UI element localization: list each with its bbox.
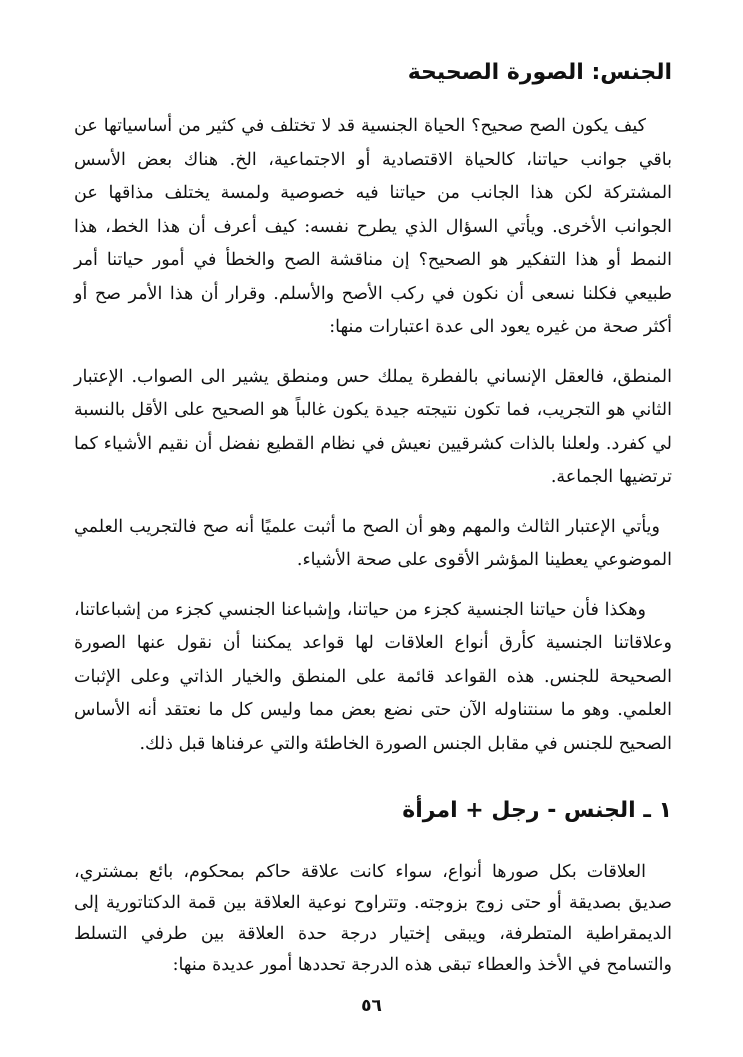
paragraph-scientific: ويأتي الإعتبار الثالث والمهم وهو أن الصح ما أثبت علميًا أنه صح فالتجريب العلمي الموضوعي يعطينا المؤشر الأقوى على صحة الأشياء. [74, 516, 672, 570]
paragraph-relationships: العلاقات بكل صورها أنواع، سواء كانت علاقة حاكم بمحكوم، بائع بمشتري، صديق بصديقة أو حتى زوج بزوجته. وتتراوح نوعية العلاقة بين قمة الدكتاتورية إلى الديمقراطية المتطرفة، ويبقى إختيار درجة حدة العلاقة بين طرفي التسلط والتسامح في الأخذ والعطاء تبقى هذه الدرجة تحددها أمور عديدة منها: [74, 862, 672, 975]
paragraph-conclusion: وهكذا فأن حياتنا الجنسية كجزء من حياتنا، وإشباعنا الجنسي كجزء من إشباعاتنا، وعلاقاتنا الجنسية كأرق أنواع العلاقات لها قواعد يمكننا أن نقول عنها الصورة الصحيحة للجنس. هذه القواعد قائمة على المنطق والخيار الذاتي وعلى الإثبات العلمي. وهو ما سنتناوله الآن حتى نضع بعض مما وليس كل ما نعتقد أنه الأساس الصحيح للجنس في مقابل الجنس الصورة الخاطئة والتي عرفناها قبل ذلك. [74, 599, 672, 754]
page-title: الجنس: الصورة الصحيحة [407, 60, 672, 85]
page-number: ٥٦ [361, 996, 382, 1016]
section-heading: ١ ـ الجنس - رجل + امرأة [402, 798, 672, 823]
paragraph-logic: المنطق، فالعقل الإنساني بالفطرة يملك حس ومنطق يشير الى الصواب. الإعتبار الثاني هو التجريب، فما تكون نتيجته جيدة يكون غالباً هو الصحيح على الأقل بالنسبة لي كفرد. ولعلنا بالذات كشرقيين نعيش في نظام القطيع نفضل أن نقيم الأشياء كما ترتضيها الجماعة. [74, 366, 672, 487]
book-page [74, 50, 672, 981]
paragraph-intro: كيف يكون الصح صحيح؟ الحياة الجنسية قد لا تختلف في كثير من أساسياتها عن باقي جوانب حياتنا، كالحياة الاقتصادية أو الاجتماعية، الخ. هناك بعض الأسس المشتركة لكن هذا الجانب من حياتنا فيه خصوصية ولمسة يختلف مذاقها عن الجوانب الأخرى. ويأتي السؤال الذي يطرح نفسه: كيف أعرف أن هذا الخط، هذا النمط أو هذا التفكير هو الصحيح؟ إن مناقشة الصح والخطأ في أمور حياتنا أمر طبيعي فكلنا نسعى أن نكون في ركب الأصح والأسلم. وقرار أن هذا الأمر صح أو أكثر صحة من غيره يعود الى عدة اعتبارات منها: [74, 116, 672, 337]
